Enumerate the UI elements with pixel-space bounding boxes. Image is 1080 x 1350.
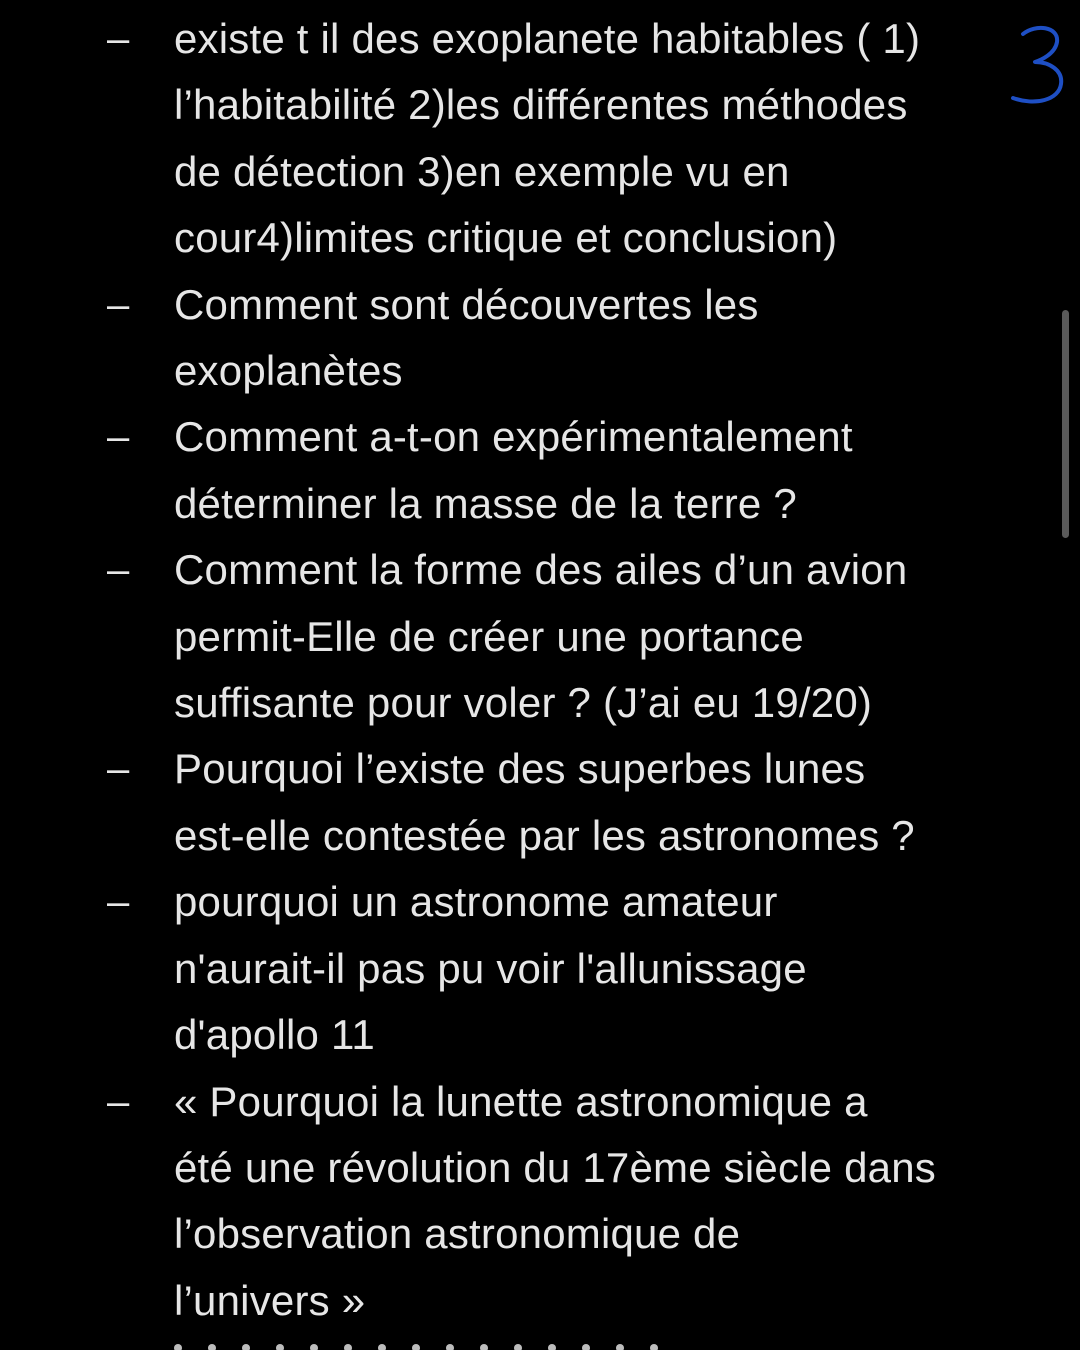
dash-bullet: – [107, 17, 130, 61]
scrollbar[interactable] [1062, 310, 1069, 538]
list-item-line: existe t il des exoplanete habitables ( 1) [174, 15, 921, 62]
clipped-next-line [174, 1336, 694, 1350]
list-item-line: pourquoi un astronome amateur [174, 878, 778, 926]
list-item-line: l’observation astronomique de [174, 1210, 741, 1258]
list-item-line: est-elle contestée par les astronomes ? [174, 811, 915, 859]
list-item [0, 736, 1014, 869]
question-list [0, 6, 1040, 1334]
list-item [0, 869, 1014, 1068]
list-item [0, 272, 1014, 405]
list-item-line: « Pourquoi la lunette astronomique a [174, 1077, 868, 1125]
list-item-line: Comment a-t-on expérimentalement [174, 413, 853, 461]
list-item-line: n'aurait-il pas pu voir l'allunissage [174, 944, 807, 992]
dash-bullet: – [107, 282, 130, 327]
handwritten-three-icon [1005, 20, 1075, 110]
list-item-line: l’habitabilité 2)les différentes méthodes [174, 81, 908, 129]
dash-bullet: – [107, 548, 130, 593]
list-item-line: exoplanètes [174, 347, 403, 395]
list-item-line: permit-Elle de créer une portance [174, 612, 804, 660]
list-item [0, 537, 1014, 736]
list-item [0, 1069, 1014, 1335]
list-item-line: l’univers » [174, 1276, 366, 1324]
dash-bullet: – [107, 880, 130, 925]
dash-bullet: – [107, 415, 130, 460]
dash-bullet: – [107, 747, 130, 792]
list-item-line: déterminer la masse de la terre ? [174, 479, 797, 527]
list-item [0, 6, 1014, 272]
list-item-line: été une révolution du 17ème siècle dans [174, 1143, 936, 1191]
list-item-line: Comment la forme des ailes d’un avion [174, 546, 908, 594]
list-item-line: de détection 3)en exemple vu en [174, 147, 790, 195]
list-item-line: Comment sont découvertes les [174, 280, 759, 328]
dash-bullet: – [107, 1079, 130, 1124]
list-item [0, 404, 1014, 537]
list-item-line: suffisante pour voler ? (J’ai eu 19/20) [174, 679, 873, 727]
list-item-line: cour4)limites critique et conclusion) [174, 214, 838, 262]
list-item-line: Pourquoi l’existe des superbes lunes [174, 745, 866, 793]
list-item-line: d'apollo 11 [174, 1011, 375, 1059]
